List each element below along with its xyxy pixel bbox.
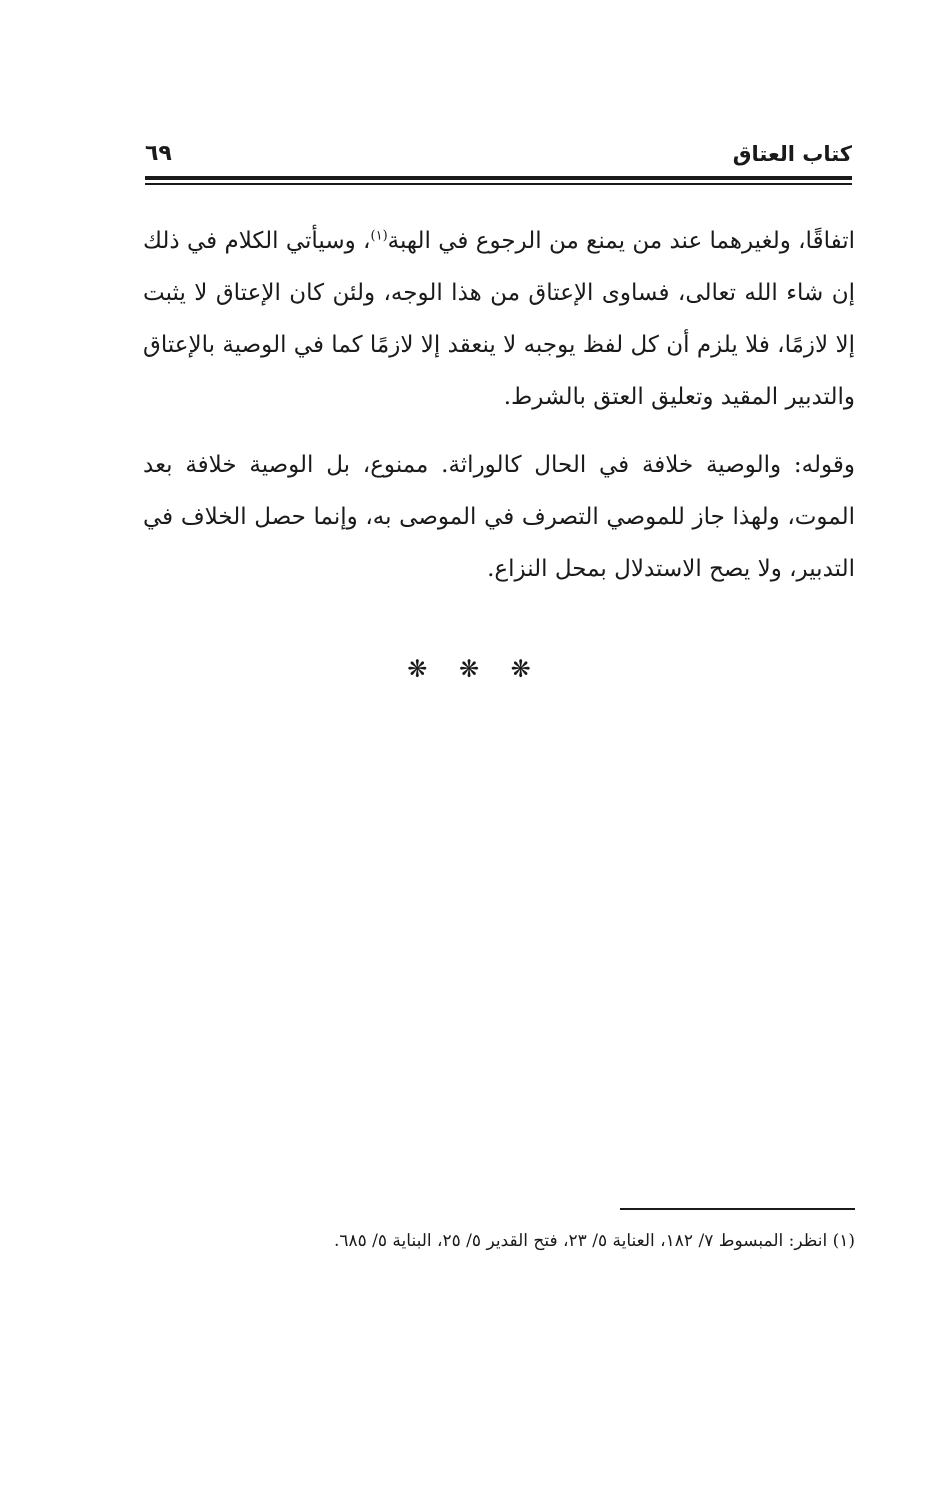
page-number: ٦٩ — [145, 141, 172, 166]
paragraph-2: وقوله: والوصية خلافة في الحال كالوراثة. ممنوع، بل الوصية خلافة بعد الموت، ولهذا جاز للموصي التصرف في الموصى به، وإنما حصل الخلاف في التدبير، ولا يصح الاستدلال بمحل النزاع. — [143, 452, 855, 582]
section-separator: ❋ ❋ ❋ — [407, 655, 543, 683]
page-header — [145, 136, 852, 176]
main-text — [143, 215, 855, 595]
running-title: كتاب العتاق — [732, 142, 852, 166]
header-rule-thin — [145, 183, 852, 185]
paragraph-1-text-b: ، وسيأتي الكلام في ذلك إن شاء الله تعالى، فساوى الإعتاق من هذا الوجه، ولئن كان الإعتاق لا يثبت إلا لازمًا، فلا يلزم أن كل لفظ يوجبه لا ينعقد إلا لازمًا كما في الوصية بالإعتاق والتدبير المقيد وتعليق العتق بالشرط. — [143, 228, 855, 410]
paragraph-1 — [143, 215, 855, 423]
paragraph-1-text-a: اتفاقًا، ولغيرهما عند من يمنع من الرجوع في الهبة — [387, 228, 855, 254]
header-rule-thick — [145, 176, 852, 180]
footnote-reference: (١) — [370, 228, 388, 244]
footnote-rule — [620, 1208, 855, 1210]
footnote-1: (١) انظر: المبسوط ٧/ ١٨٢، العناية ٥/ ٢٣، فتح القدير ٥/ ٢٥، البناية ٥/ ٦٨٥. — [333, 1231, 855, 1251]
